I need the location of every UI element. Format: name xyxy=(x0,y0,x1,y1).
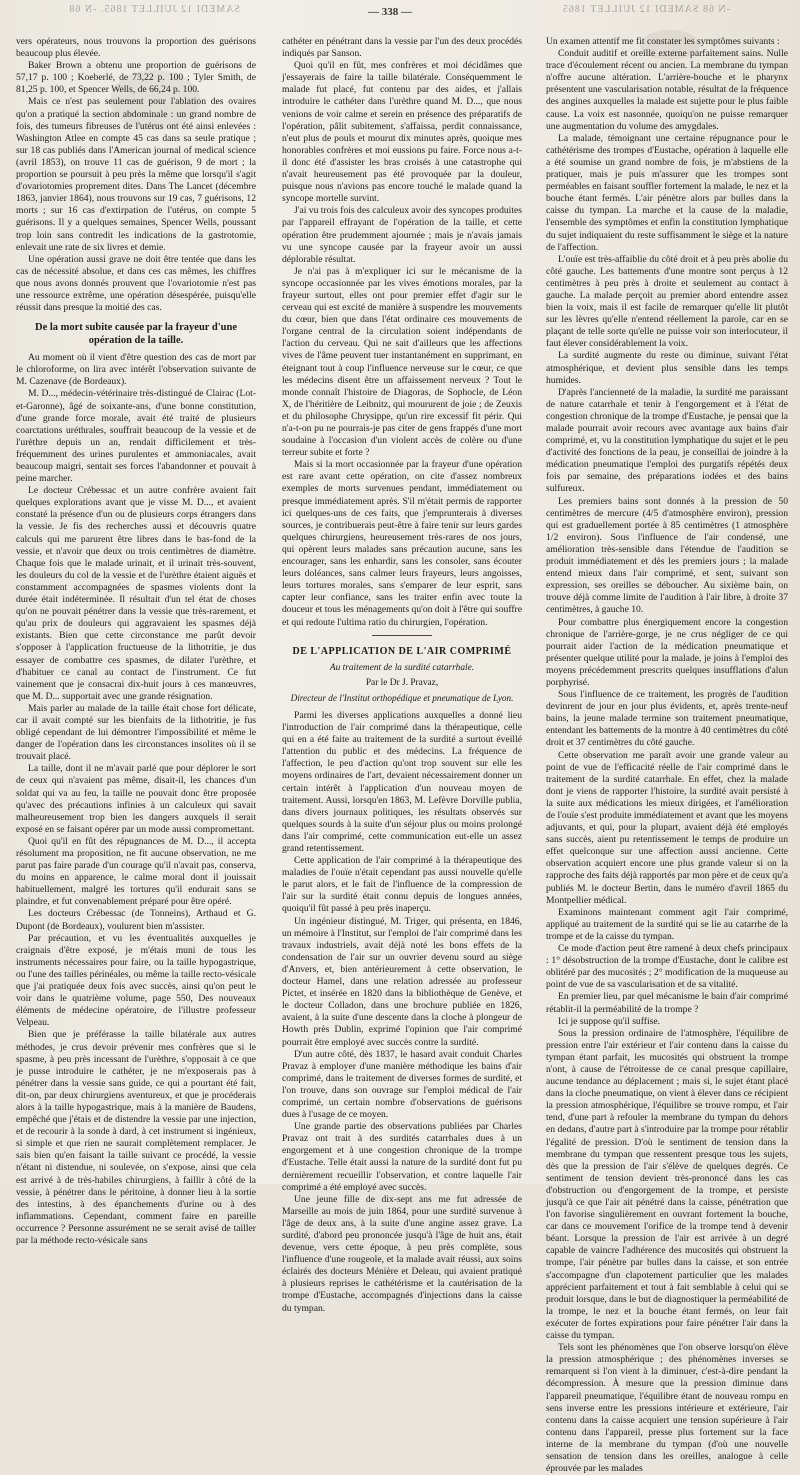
bleed-left: -N 68 SAMEDI 12 JUILLET 1865 xyxy=(561,4,730,15)
column-middle xyxy=(282,36,522,1314)
paragraph: vers opérateurs, nous trouvons la proportion des guérisons beaucoup plus élevée. xyxy=(16,36,256,60)
paragraph: Baker Brown a obtenu une proportion de guérisons de 57,17 p. 100 ; Koeberlé, de 73,22 p. 100 ; Tyler Smith, de 81,25 p. 100, et Spencer Wells, de 66,24 p. 100. xyxy=(16,60,256,96)
paragraph: Mais parler au malade de la taille était chose fort délicate, car il avait compté sur les bienfaits de la lithotritie, je fus obligé cependant de lui démontrer l'impossibilité et même le danger de l'opération dans les circonstances insolites où il se trouvait placé. xyxy=(16,702,256,763)
divider xyxy=(372,635,432,636)
paragraph: D'un autre côté, dès 1837, le hasard avait conduit Charles Pravaz à employer d'une manière méthodique les bains d'air comprimé, dans le traitement de diverses formes de surdité, et l'on trouve, dans son ouvrage sur l'emploi médical de l'air comprimé, un certain nombre d'observations de guérisons dues à l'usage de ce moyen. xyxy=(282,1048,522,1121)
paragraph: Je n'ai pas à m'expliquer ici sur le mécanisme de la syncope occasionnée par les vives émotions morales, par la frayeur surtout, elles ont pour premier effet d'agir sur le cerveau qui est excité de manière à suspendre les mouvements du cœur, bien que dans l'état ordinaire ces mouvements de l'organe central de la circulation soient indépendants de l'action du cerveau. Qui ne sait d'ailleurs que les affections vives de l'âme peuvent tuer instantanément en supprimant, en éteignant tout à coup l'influence nerveuse sur le cœur, ce que les médecins disent être un affaissement nerveux ? Tout le monde connaît l'histoire de Diagoras, de Sophocle, de Léon X, de l'héritière de Leibnitz, qui moururent de joie ; de Zeuxis et du philosophe Chrysippe, qu'un rire excessif fit périr. Qui n'a-t-on pu ne pourrais-je pas citer de gens frappés d'une mort soudaine à l'occasion d'un violent accès de colère ou d'une terreur subite et forte ? xyxy=(282,265,522,459)
paragraph: Tels sont les phénomènes que l'on observe lorsqu'on élève la pression atmosphérique ; des phénomènes inverses se remarquent si l'on vient à la diminuer, c'est-à-dire pendant la décompression. À mesure que la pression diminue dans l'appareil pneumatique, l'équilibre étant de nouveau rompu en sens inverse entre les pressions intérieure et extérieure, l'air contenu dans la caisse acquiert une tension supérieure à l'air contenu dans l'appareil, presse plus fortement sur la face interne de la membrane du tympan (d'où une nouvelle sensation de tension dans les oreilles, analogue à celle éprouvée par les malades xyxy=(546,1342,788,1475)
column-right xyxy=(546,36,788,1475)
paragraph: Sous l'influence de ce traitement, les progrès de l'audition devinrent de jour en jour plus évidents, et, après trente-neuf bains, la jeune malade termine son traitement pneumatique, entendant les battements de la montre à 40 centimètres du côté droit et 37 centimètres du côté gauche. xyxy=(546,689,788,749)
article-author: Par le Dr J. Pravaz, xyxy=(365,677,439,688)
paragraph: Ici je suppose qu'il suffise. xyxy=(558,1015,661,1027)
paragraph: La surdité augmente du reste ou diminue, suivant l'état atmosphérique, et devient plus sensible dans les temps humides. xyxy=(546,350,788,386)
page-number: — 338 — xyxy=(368,6,412,18)
column-left xyxy=(16,36,256,1246)
paragraph: Cette application de l'air comprimé à la thérapeutique des maladies de l'ouïe n'était cependant pas aussi nouvelle qu'elle le parut alors, et le fait de l'influence de la compression de l'air sur la surdité était connu depuis de longues années, quoiqu'il fût passé à peu près inaperçu. xyxy=(282,855,522,915)
paragraph: Conduit auditif et oreille externe parfaitement sains. Nulle trace d'écoulement récent ou ancien. La membrane du tympan n'offre aucune altération. L'arrière-bouche et le pharynx présentent une vascularisation notable, résultat de la fréquence des angines auxquelles la malade est sujette pour le plus faible cause. La voix est nasonnée, quoiqu'on ne puisse remarquer une augmentation du volume des amygdales. xyxy=(546,48,788,132)
bleed-right: SAMEDI 12 JUILLET 1865. -N 68 xyxy=(68,4,240,15)
paragraph: Par précaution, et vu les éventualités auxquelles je craignais d'être exposé, je m'étais muni de tous les instruments nécessaires pour faire, ou la taille hypogastrique, ou l'une des tailles périnéales, ou même la taille recto-vésicale que j'ai pratiquée deux fois avec succès, ainsi qu'on peut le voir dans le quatrième volume, page 550, Des nouveaux éléments de médecine opératoire, de l'illustre professeur Velpeau. xyxy=(16,932,256,1029)
paragraph: Au moment où il vient d'être question des cas de mort par le chloroforme, on lira avec intérêt l'observation suivante de M. Cazenave (de Bordeaux). xyxy=(16,352,256,388)
paragraph: Quoi qu'il en fût des répugnances de M. D..., il accepta résolument ma proposition, ne fit aucune observation, ne me parut pas faire parade d'un courage qu'il n'avait pas, conserva, du moins en apparence, le calme moral dont il jouissait habituellement, malgré les tortures qu'il endurait sans se plaindre, et fut convenablement préparé pour être opéré. xyxy=(16,835,256,908)
paragraph: Le docteur Crébessac et un autre confrère avaient fait quelques explorations avant que je visse M. D..., et avaient constaté la présence d'un ou de plusieurs corps étrangers dans la vessie. Je fis des recherches aussi et découvris quatre calculs qui me parurent être libres dans le bas-fond de la vessie, et n'avoir que deux ou trois centimètres de diamètre. Chaque fois que le malade urinait, et il urinait très-souvent, les douleurs du col de la vessie et de l'urèthre étaient aiguës et constamment accompagnées de spasmes violents dont la durée était indéterminée. Il résultait d'un tel état de choses qu'on ne pouvait pénétrer dans la vessie que très-rarement, et qu'au prix de douleurs qui aggravaient les spasmes déjà existants. Bien que cette circonstance me parût devoir s'opposer à l'application fructueuse de la lithotritie, je dus essayer de combattre ces spasmes, de dilater l'urèthre, et d'habituer ce canal au contact de l'instrument. Ce fut vainement que je consacrai dix-huit jours à ces manœuvres, que M. D... supportait avec une grande résignation. xyxy=(16,485,256,702)
paragraph: M. D..., médecin-vétérinaire très-distingué de Clairac (Lot-et-Garonne), âgé de soixante-ans, d'une bonne constitution, d'une grande force morale, avait été traité de plusieurs coarctations uréthrales, souffrait beaucoup de la vessie et de l'urèthre depuis un an, rendait difficilement et très-fréquemment des urines purulentes et ammoniacales, avait beaucoup maigri, sentait ses forces l'abandonner et pouvait à peine marcher. xyxy=(16,388,256,485)
paragraph: Une grande partie des observations publiées par Charles Pravaz ont trait à des surdités catarrhales dues à un engorgement et à une congestion chronique de la trompe d'Eustache. Telle était aussi la nature de la surdité dont fut pu dernièrement recueillir l'observation, et contre laquelle l'air comprimé a été employé avec succès. xyxy=(282,1121,522,1193)
paragraph: Mais si la mort occasionnée par la frayeur d'une opération est rare avant cette opération, on cite d'assez nombreux exemples de morts survenues pendant, immédiatement ou presque immédiatement après. S'il m'était permis de rapporter ici quelques-uns de ces faits, que j'emprunterais à diverses sources, je contribuerais peut-être à faire tenir sur leurs gardes quelques chirurgiens, heureusement très-rares de nos jours, qui opèrent leurs malades sans précaution aucune, sans les encourager, sans les enhardir, sans les consoler, sans écouter leurs doléances, sans calmer leurs frayeurs, leurs angoisses, leurs tortures morales, sans s'emparer de leur esprit, sans capter leur confiance, sans les traiter enfin avec toute la douceur et tous les ménagements qu'on doit à l'être qui souffre et qui redoute l'ultima ratio du chirurgien, l'opération. xyxy=(282,459,522,628)
paragraph: En premier lieu, par quel mécanisme le bain d'air comprimé rétablit-il la perméabilité de la trompe ? xyxy=(546,991,788,1015)
paragraph: Une jeune fille de dix-sept ans me fut adressée de Marseille au mois de juin 1864, pour une surdité survenue à l'âge de deux ans, à la suite d'une angine assez grave. La surdité, d'abord peu prononcée jusqu'à l'âge de huit ans, était devenue, vers cette époque, à peu près complète, sous l'influence d'une rougeole, et la malade avait réussi, aux soins éclairés des docteurs Ménière et Deleau, qui avaient pratiqué à plusieurs reprises le cathétérisme et la cautérisation de la trompe d'Eustache, accompagnés d'injections dans la caisse du tympan. xyxy=(282,1193,522,1314)
article-heading: DE L'APPLICATION DE L'AIR COMPRIMÉ xyxy=(292,645,512,657)
paragraph: La taille, dont il ne m'avait parlé que pour déplorer le sort de ceux qui n'avaient pas même, disait-il, les chances d'un soldat qui va au feu, la taille ne pouvait donc être proposée qu'avec des précautions infinies à un calculeux qui savait malheureusement trop bien les dangers auxquels il serait exposé en se faisant opérer par un mode aussi compromettant. xyxy=(16,763,256,835)
paragraph: Ce mode d'action peut être ramené à deux chefs principaux : 1° désobstruction de la trompe d'Eustache, dont le calibre est oblitéré par des mucosités ; 2° modification de la muqueuse au point de vue de sa vascularisation et de sa vitalité. xyxy=(546,943,788,991)
paragraph: Pour combattre plus énergiquement encore la congestion chronique de l'arrière-gorge, je ne crus négliger de ce qui pourrait aider l'action de la médication pneumatique et présenter quelque utilité pour la malade, je joins à l'emploi des moyens précédemment prescrits quelques insufflations d'alun porphyrisé. xyxy=(546,616,788,688)
paragraph: L'ouïe est très-affaiblie du côté droit et à peu près abolie du côté gauche. Les battements d'une montre sont perçus à 12 centimètres à peu près à droite et seulement au contact à gauche. La malade perçoit au premier abord entendre assez bien la voix, mais il est facile de remarquer qu'elle lit plutôt sur les lèvres qu'elle n'entend réellement la parole, car en se plaçant de telle sorte qu'elle ne puisse voir son interlocuteur, il faut élever considérablement la voix. xyxy=(546,253,788,350)
article-subtitle: Au traitement de la surdité catarrhale. xyxy=(329,662,475,673)
paragraph: Une opération aussi grave ne doit être tentée que dans les cas de nécessité absolue, et dans ces cas mêmes, les chiffres que nous avons donnés prouvent que l'ovariotomie n'est pas une ressource extrême, une opération désespérée, puisqu'elle réussit dans presque la moitié des cas. xyxy=(16,253,256,314)
paragraph: La malade, témoignant une certaine répugnance pour le cathétérisme des trompes d'Eustache, opération à laquelle elle a été soumise un grand nombre de fois, je m'abstiens de la pratiquer, mais je puis m'assurer que les trompes sont perméables en faisant souffler fortement la malade, le nez et la bouche étant fermés. L'air pénètre alors par bulles dans la caisse du tympan. La marche et la cause de la maladie, l'ensemble des symptômes et enfin la constitution lymphatique du sujet indiquaient du reste suffisamment le siège et la nature de l'affection. xyxy=(546,132,788,253)
paragraph: Quoi qu'il en fût, mes confrères et moi décidâmes que j'essayerais de faire la taille bilatérale. Conséquemment le malade fut placé, fut contenu par des aides, et j'allais introduire le cathéter dans l'urèthre quand M. D..., que nous venions de voir calme et serein en présence des préparatifs de l'opération, pâlit subitement, s'affaissa, perdit connaissance, n'eut plus de pouls et mourut dix minutes après, quoique mes honorables confrères et moi eussions pu faire. Force nous a-t-il donc été d'assister les bras croisés à une catastrophe qui n'avait heureusement pas été provoquée par la douleur, puisque nous n'avions pas encore touché le malade quand la syncope mortelle survint. xyxy=(282,60,522,205)
paragraph: J'ai vu trois fois des calculeux avoir des syncopes produites par l'appareil effrayant de l'opération de la taille, et cette opération être prudemment ajournée ; mais je n'avais jamais vu une syncope causée par la frayeur avoir un aussi déplorable résultat. xyxy=(282,205,522,265)
paragraph: Parmi les diverses applications auxquelles a donné lieu l'introduction de l'air comprimé dans la thérapeutique, celle qui en a été faite au traitement de la surdité a surtout éveillé l'attention du public et des médecins. La fréquence de l'affection, le peu d'action qu'ont trop souvent sur elle les moyens ordinaires de l'art, devaient nécessairement donner un certain intérêt à l'application d'un nouveau moyen de traitement. Aussi, lorsqu'en 1863, M. Lefèvre Dorville publia, dans divers journaux politiques, les résultats observés sur quelques sourds à la suite d'un séjour plus ou moins prolongé dans l'air comprimé, cette communication eut-elle un assez grand retentissement. xyxy=(282,709,522,854)
paragraph: Bien que je préférasse la taille bilatérale aux autres méthodes, je crus devoir prévenir mes confrères que si le spasme, à peu près incessant de l'urèthre, s'opposait à ce que je pusse introduire le cathéter, je ne m'exposerais pas à pénétrer dans la vessie sans guide, ce qui a pourtant été fait, dit-on, par deux chirurgiens aventureux, et que je procéderais alors à la taille hypogastrique, mais à la manière de Baudens, empêché que j'étais et de distendre la vessie par une injection, et de recourir à la sonde à dard, à cet instrument si ingénieux, si simple et que rien ne saurait complètement remplacer. Je sais bien qu'en faisant la taille suivant ce procédé, la vessie n'étant ni distendue, ni soulevée, on s'expose, ainsi que cela est arrivé à de très-habiles chirurgiens, à faillir à côté de la vessie, à pénétrer dans le péritoine, à donner lieu à la sortie des intestins, à des épanchements d'urine ou à des inflammations. Cependant, comment faire en pareille occurrence ? Personne assurément ne se serait avisé de tailler par la méthode recto-vésicale sans xyxy=(16,1029,256,1246)
paragraph: Mais ce n'est pas seulement pour l'ablation des ovaires qu'on a pratiqué la section abdominale : un grand nombre de fois, des tumeurs fibreuses de l'utérus ont été ainsi enlevées : Washington Atlee en compte 45 cas dans sa seule pratique ; sur 18 cas publiés dans l'American journal of medical science (avril 1853), on trouve 11 cas de guérison, 9 de mort ; la proportion se poursuit à peu près la même que lorsqu'il s'agit d'ovariotomies proprement dites. Dans The Lancet (décembre 1863, janvier 1864), nous trouvons sur 19 cas, 7 guérisons, 12 morts ; sur 16 cas d'extirpation de l'utérus, on compte 5 guérisons. Il y a quelques semaines, Spencer Wells, poussant trop loin sans contredit les indications de la gastrotomie, enlevait une rate de six livres et demie. xyxy=(16,96,256,253)
paragraph: Un ingénieur distingué, M. Triger, qui présenta, en 1846, un mémoire à l'Institut, sur l'emploi de l'air comprimé dans les travaux industriels, avait déjà noté les bons effets de la condensation de l'air sur un ouvrier devenu sourd au siège d'Anvers, et, bien antérieurement à cette observation, le docteur Hamel, dans une relation adressée au professeur Pictet, et insérée en 1820 dans la bibliothèque de Genève, et le docteur Colladon, dans une brochure publiée en 1826, avaient, à la suite d'une descente dans la cloche à plongeur de Howth près Dublin, exprimé l'opinion que l'air comprimé pourrait être employé avec succès contre la surdité. xyxy=(282,915,522,1048)
paragraph: D'après l'ancienneté de la maladie, la surdité me paraissant de nature catarrhale et tenir à l'engorgement et à l'état de congestion chronique de la trompe d'Eustache, je pensai que la malade pourrait avoir recours avec avantage aux bains d'air comprimé, et, vu la constitution lymphatique du sujet et le peu d'activité des fonctions de la peau, je conseillai de joindre à la médication pneumatique l'emploi des purgatifs répétés deux fois par semaine, des préparations iodées et des bains sulfureux. xyxy=(546,386,788,495)
paragraph: Les premiers bains sont donnés à la pression de 50 centimètres de mercure (4/5 d'atmosphère environ), pression qui est graduellement portée à 85 centimètres (1 atmosphère 1/2 environ). Sous l'influence de l'air condensé, une amélioration très-sensible dans l'étendue de l'audition se produit immédiatement et dès les premiers jours ; la malade entend mieux dans l'air comprimé, et sent, suivant son expression, ses oreilles se déboucher. Au sixième bain, on trouve déjà comme limite de l'audition à l'air libre, à droite 37 centimètres, à gauche 10. xyxy=(546,495,788,616)
paragraph: Sous la pression ordinaire de l'atmosphère, l'équilibre de pression entre l'air extérieur et l'air contenu dans la caisse du tympan étant parfait, les mucosités qui obstruent la trompe n'ont, à cause de l'étroitesse de ce canal presque capillaire, aucune tendance au déplacement ; mais si, le sujet étant placé dans la cloche pneumatique, on vient à élever dans ce récipient la pression atmosphérique, l'équilibre se trouve rompu, et l'air tend, d'une part à refouler la membrane du tympan du dehors en dedans, d'autre part à s'introduire par la trompe pour rétablir l'égalité de pression. D'où le sentiment de tension dans la membrane du tympan que ressentent presque tous les sujets, dès que la pression de l'air s'élève de quelques degrés. Ce sentiment de tension devient très-prononcé dans les cas d'obstruction ou d'engorgement de la trompe, et persiste jusqu'à ce que l'air ait pénétré dans la caisse, pénétration que l'on favorise singulièrement en ouvrant fortement la bouche, car dans ce mouvement l'orifice de la trompe tend à devenir béant. Lorsque la pression de l'air est arrivée à un degré capable de vaincre l'adhérence des mucosités qui obstruent la trompe, l'air pénètre par bulles dans la caisse, et son entrée s'accompagne d'un clapotement particulier que les malades apprécient parfaitement et tout à fait semblable à celui qui se produit lorsque, dans le but de diagnostiquer la perméabilité de la trompe, le nez et la bouche étant fermés, on leur fait exécuter de fortes expirations pour faire pénétrer l'air dans la caisse du tympan. xyxy=(546,1027,788,1342)
author-affiliation: Directeur de l'Institut orthopédique et pneumatique de Lyon. xyxy=(290,692,514,703)
paragraph: cathéter en pénétrant dans la vessie par l'un des deux procédés indiqués par Sanson. xyxy=(282,36,522,60)
paragraph: Cette observation me paraît avoir une grande valeur au point de vue de l'efficacité réelle de l'air comprimé dans le traitement de la surdité catarrhale. En effet, chez la malade dont je viens de rapporter l'histoire, la surdité avait persisté à la suite aux médications les mieux dirigées, et l'amélioration de l'ouïe s'est produite immédiatement et avant que les moyens adjuvants, et qui, pour la plupart, avaient déjà été employés sans succès, aient pu retentissement le temps de produire un effet quelconque sur une affection aussi ancienne. Cette observation acquiert encore une plus grande valeur si on la rapproche des faits déjà rapportés par mon père et de ceux qu'a publiés M. le docteur Bertin, dans le numéro d'avril 1865 du Montpellier médical. xyxy=(546,749,788,906)
section-heading: De la mort subite causée par la frayeur d'une opération de la taille. xyxy=(34,322,237,346)
paragraph: Examinons maintenant comment agit l'air comprimé, appliqué au traitement de la surdité qui se lie au catarrhe de la trompe et de la caisse du tympan. xyxy=(546,906,788,942)
paragraph: Les docteurs Crébessac (de Tonneins), Arthaud et G. Dupont (de Bordeaux), voulurent bien m'assister. xyxy=(16,908,256,932)
paragraph: Un examen attentif me fit constater les symptômes suivants : xyxy=(546,36,780,47)
